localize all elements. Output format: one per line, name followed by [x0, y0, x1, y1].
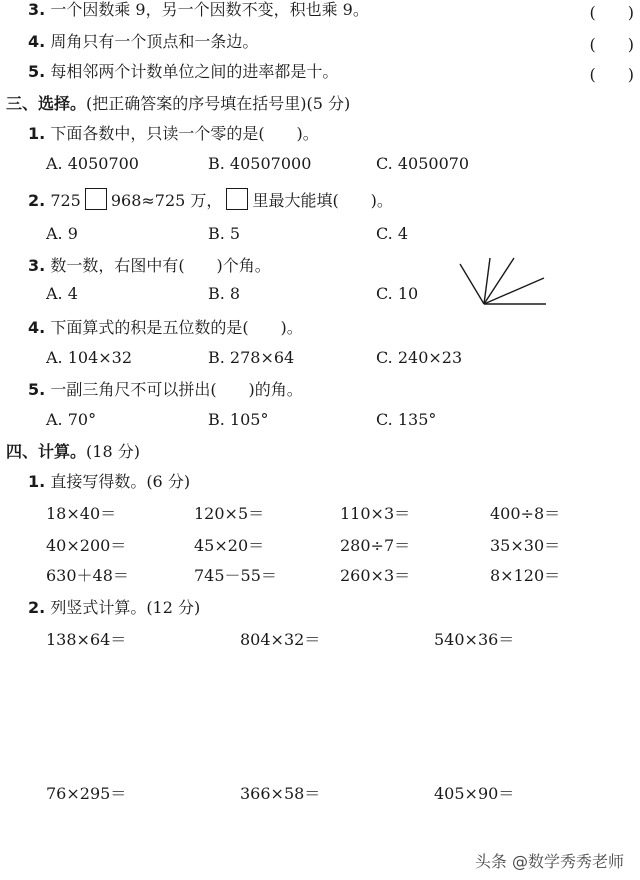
vertical-calc-item[interactable]: 76×295＝	[46, 784, 127, 803]
section3-title: 三、选择。	[6, 94, 87, 113]
tf-item-5-text: 每相邻两个计数单位之间的进率都是十。	[50, 62, 339, 81]
tf-item-5	[28, 62, 338, 82]
choice-q4-option-a[interactable]: A. 104×32	[46, 348, 133, 367]
calc-part2-header	[28, 598, 200, 618]
choice-q3-option-b[interactable]: B. 8	[208, 284, 241, 303]
blank-box[interactable]	[226, 188, 248, 210]
choice-q2-option-b[interactable]: B. 5	[208, 224, 241, 243]
tf-item-5-num: 5.	[28, 62, 46, 81]
section4-header	[6, 442, 140, 462]
watermark: 头条 @数学秀秀老师	[474, 852, 624, 871]
tf-item-4-text: 周角只有一个顶点和一条边。	[50, 32, 259, 51]
section4-title: 四、计算。	[6, 442, 87, 461]
choice-q1	[28, 124, 319, 144]
choice-q2-option-c[interactable]: C. 4	[376, 224, 409, 243]
choice-q1-num: 1.	[28, 124, 46, 143]
section4-score: (18 分)	[86, 442, 140, 461]
tf-item-5-answer[interactable]: ( )	[589, 65, 634, 84]
choice-q4-text: 下面算式的积是五位数的是( )。	[50, 318, 303, 337]
choice-q5-num: 5.	[28, 380, 46, 399]
choice-q4-option-c[interactable]: C. 240×23	[376, 348, 463, 367]
oral-calc-item[interactable]: 110×3＝	[340, 504, 411, 523]
blank-box[interactable]	[85, 188, 107, 210]
choice-q2-text-b: 968≈725 万，	[110, 191, 223, 210]
tf-item-3-num: 3.	[28, 0, 46, 19]
oral-calc-item[interactable]: 40×200＝	[46, 536, 127, 555]
oral-calc-item[interactable]: 260×3＝	[340, 566, 411, 585]
choice-q1-option-a[interactable]: A. 4050700	[46, 154, 139, 173]
choice-q2-option-a[interactable]: A. 9	[46, 224, 78, 243]
oral-calc-item[interactable]: 35×30＝	[490, 536, 561, 555]
choice-q4-num: 4.	[28, 318, 46, 337]
choice-q4	[28, 318, 303, 338]
choice-q3-option-a[interactable]: A. 4	[46, 284, 78, 303]
calc-part2-num: 2.	[28, 598, 46, 617]
tf-item-3	[28, 0, 369, 20]
oral-calc-item[interactable]: 45×20＝	[194, 536, 265, 555]
choice-q3	[28, 256, 271, 276]
choice-q1-option-c[interactable]: C. 4050070	[376, 154, 470, 173]
choice-q3-option-c[interactable]: C. 10	[376, 284, 419, 303]
choice-q3-text: 数一数，右图中有( )个角。	[50, 256, 271, 275]
vertical-calc-item[interactable]: 405×90＝	[434, 784, 515, 803]
calc-part1-header	[28, 472, 190, 492]
choice-q1-text: 下面各数中，只读一个零的是( )。	[50, 124, 319, 143]
choice-q5-option-b[interactable]: B. 105°	[208, 410, 269, 429]
oral-calc-item[interactable]: 18×40＝	[46, 504, 117, 523]
vertical-calc-item[interactable]: 540×36＝	[434, 630, 515, 649]
choice-q5	[28, 380, 303, 400]
angle-figure	[458, 256, 548, 308]
choice-q1-option-b[interactable]: B. 40507000	[208, 154, 312, 173]
choice-q5-text: 一副三角尺不可以拼出( )的角。	[50, 380, 303, 399]
vertical-calc-item[interactable]: 366×58＝	[240, 784, 321, 803]
oral-calc-item[interactable]: 280÷7＝	[340, 536, 411, 555]
tf-item-3-text: 一个因数乘 9，另一个因数不变，积也乘 9。	[50, 0, 369, 19]
oral-calc-item[interactable]: 745－55＝	[194, 566, 277, 585]
section3-instruction: (把正确答案的序号填在括号里)(5 分)	[86, 94, 351, 113]
tf-item-4	[28, 32, 258, 52]
tf-item-4-answer[interactable]: ( )	[589, 35, 634, 54]
oral-calc-item[interactable]: 630＋48＝	[46, 566, 129, 585]
oral-calc-item[interactable]: 120×5＝	[194, 504, 265, 523]
oral-calc-item[interactable]: 400÷8＝	[490, 504, 561, 523]
choice-q5-option-a[interactable]: A. 70°	[46, 410, 97, 429]
calc-part1-num: 1.	[28, 472, 46, 491]
angle-ray	[460, 264, 484, 304]
oral-calc-item[interactable]: 8×120＝	[490, 566, 561, 585]
calc-part2-text: 列竖式计算。(12 分)	[50, 598, 201, 617]
tf-item-4-num: 4.	[28, 32, 46, 51]
choice-q5-option-c[interactable]: C. 135°	[376, 410, 437, 429]
choice-q2	[28, 188, 393, 211]
section3-header	[6, 94, 350, 114]
choice-q3-num: 3.	[28, 256, 46, 275]
vertical-calc-item[interactable]: 804×32＝	[240, 630, 321, 649]
choice-q2-text-a: 725	[50, 191, 81, 210]
choice-q4-option-b[interactable]: B. 278×64	[208, 348, 295, 367]
calc-part1-text: 直接写得数。(6 分)	[50, 472, 191, 491]
choice-q2-num: 2.	[28, 191, 46, 210]
vertical-calc-item[interactable]: 138×64＝	[46, 630, 127, 649]
tf-item-3-answer[interactable]: ( )	[589, 3, 634, 22]
choice-q2-text-c: 里最大能填( )。	[252, 191, 393, 210]
